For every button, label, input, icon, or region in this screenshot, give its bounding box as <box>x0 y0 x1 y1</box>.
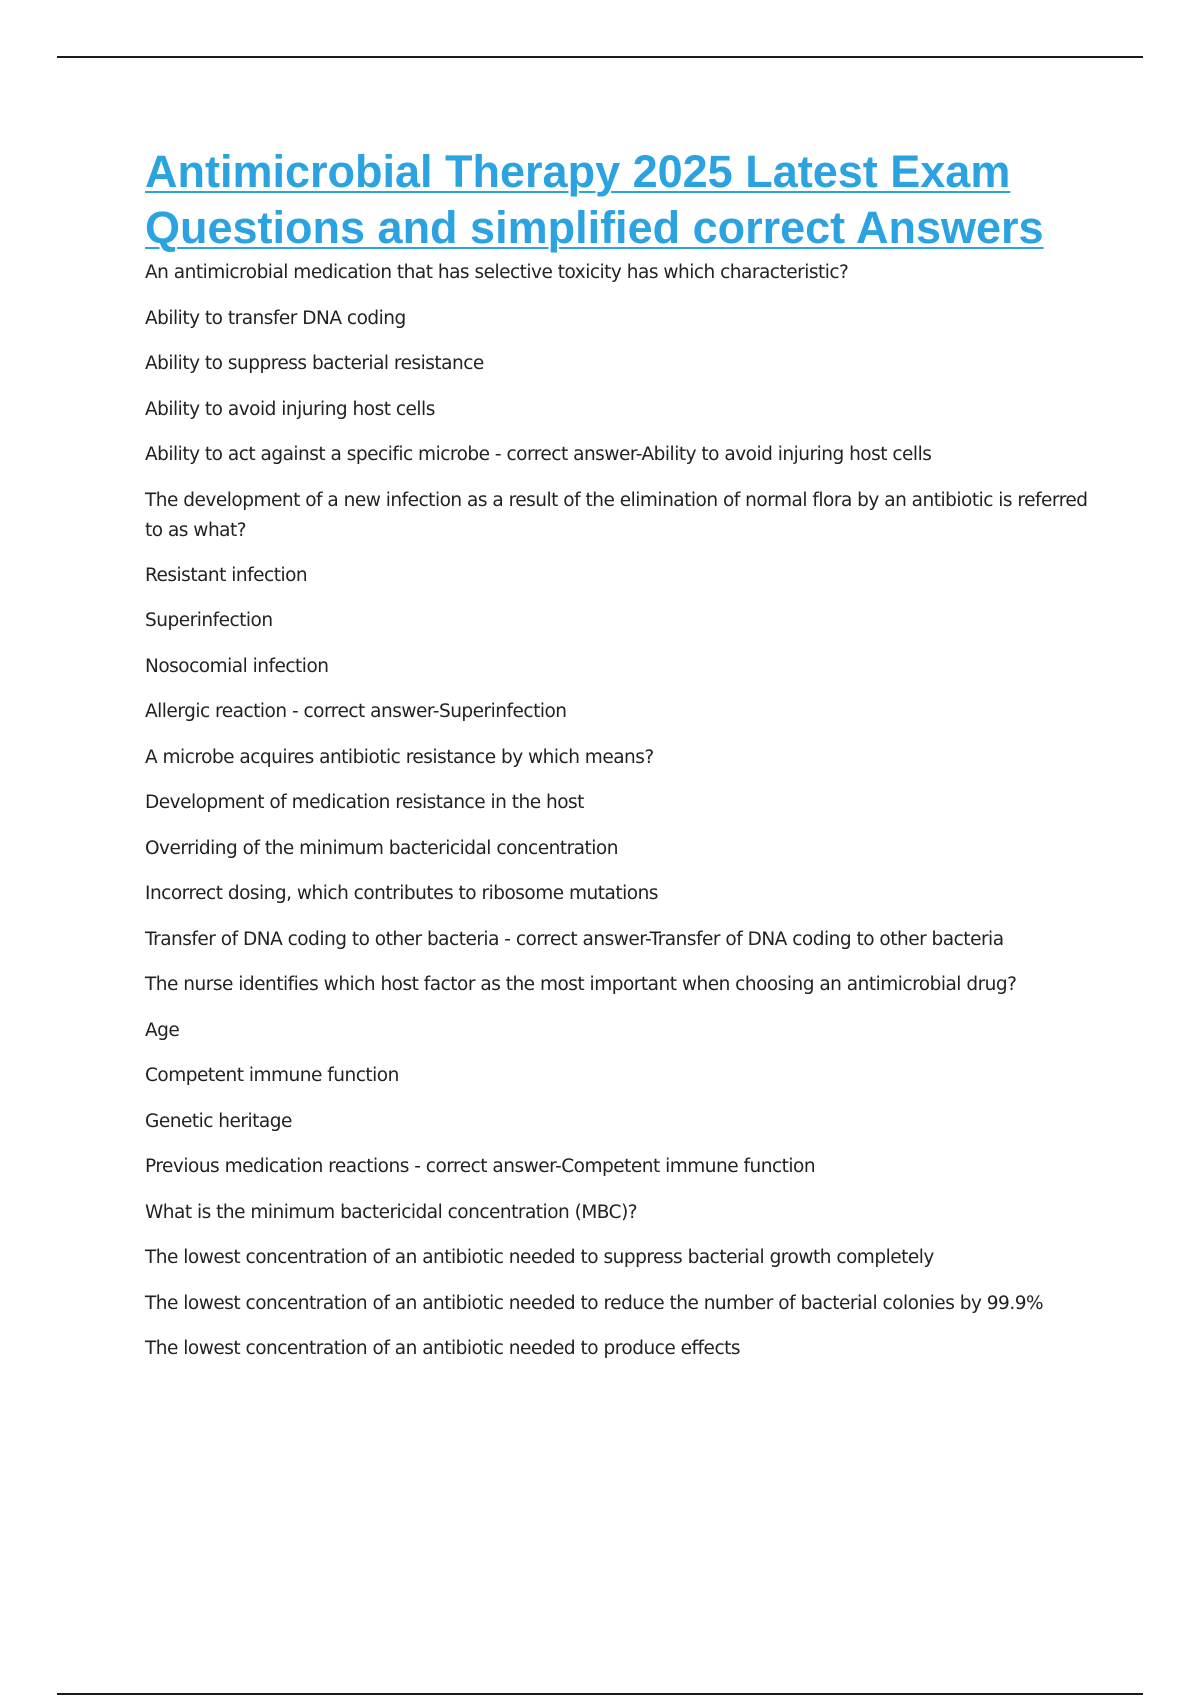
answer-option-with-correct-answer: Allergic reaction - correct answer-Superinfection <box>145 701 567 722</box>
answer-option: Genetic heritage <box>145 1110 292 1132</box>
answer-option: The lowest concentration of an antibiotic needed to produce effects <box>145 1338 741 1359</box>
document-title[interactable]: Antimicrobial Therapy 2025 Latest Exam Questions and simplified correct Answers <box>145 146 1044 253</box>
answer-option: Resistant infection <box>145 564 308 586</box>
answer-option: Ability to avoid injuring host cells <box>145 398 435 420</box>
answer-option: Ability to transfer DNA coding <box>145 307 406 329</box>
answer-option: Overriding of the minimum bactericidal concentration <box>145 837 618 859</box>
answer-option: The lowest concentration of an antibiotic needed to reduce the number of bacterial colonies by 99.9% <box>145 1292 1044 1314</box>
answer-option: Age <box>145 1019 180 1041</box>
answer-option-with-correct-answer: Transfer of DNA coding to other bacteria - correct answer-Transfer of DNA coding to other bacteria <box>145 928 1004 950</box>
answer-option: Development of medication resistance in the host <box>145 792 584 813</box>
question-text: A microbe acquires antibiotic resistance by which means? <box>145 746 654 768</box>
answer-option: Ability to suppress bacterial resistance <box>145 353 484 374</box>
answer-option: The lowest concentration of an antibiotic needed to suppress bacterial growth completely <box>145 1247 934 1268</box>
answer-option: Competent immune function <box>145 1065 399 1086</box>
question-text: What is the minimum bactericidal concentration (MBC)? <box>145 1201 638 1223</box>
answer-option: Superinfection <box>145 610 273 631</box>
question-text: The development of a new infection as a result of the elimination of normal flora by an antibiotic is referred to as what? <box>145 489 1088 541</box>
answer-option: Incorrect dosing, which contributes to ribosome mutations <box>145 883 658 904</box>
answer-option-with-correct-answer: Previous medication reactions - correct answer-Competent immune function <box>145 1156 816 1177</box>
question-text: The nurse identifies which host factor as the most important when choosing an antimicrobial drug? <box>145 974 1017 995</box>
answer-option-with-correct-answer: Ability to act against a specific microbe - correct answer-Ability to avoid injuring host cells <box>145 444 932 465</box>
header-rule <box>57 56 1143 58</box>
document-body <box>145 144 1105 1380</box>
footer-rule <box>57 1693 1143 1695</box>
question-text: An antimicrobial medication that has selective toxicity has which characteristic? <box>145 262 849 283</box>
question-list <box>145 258 1105 1364</box>
answer-option: Nosocomial infection <box>145 655 329 677</box>
